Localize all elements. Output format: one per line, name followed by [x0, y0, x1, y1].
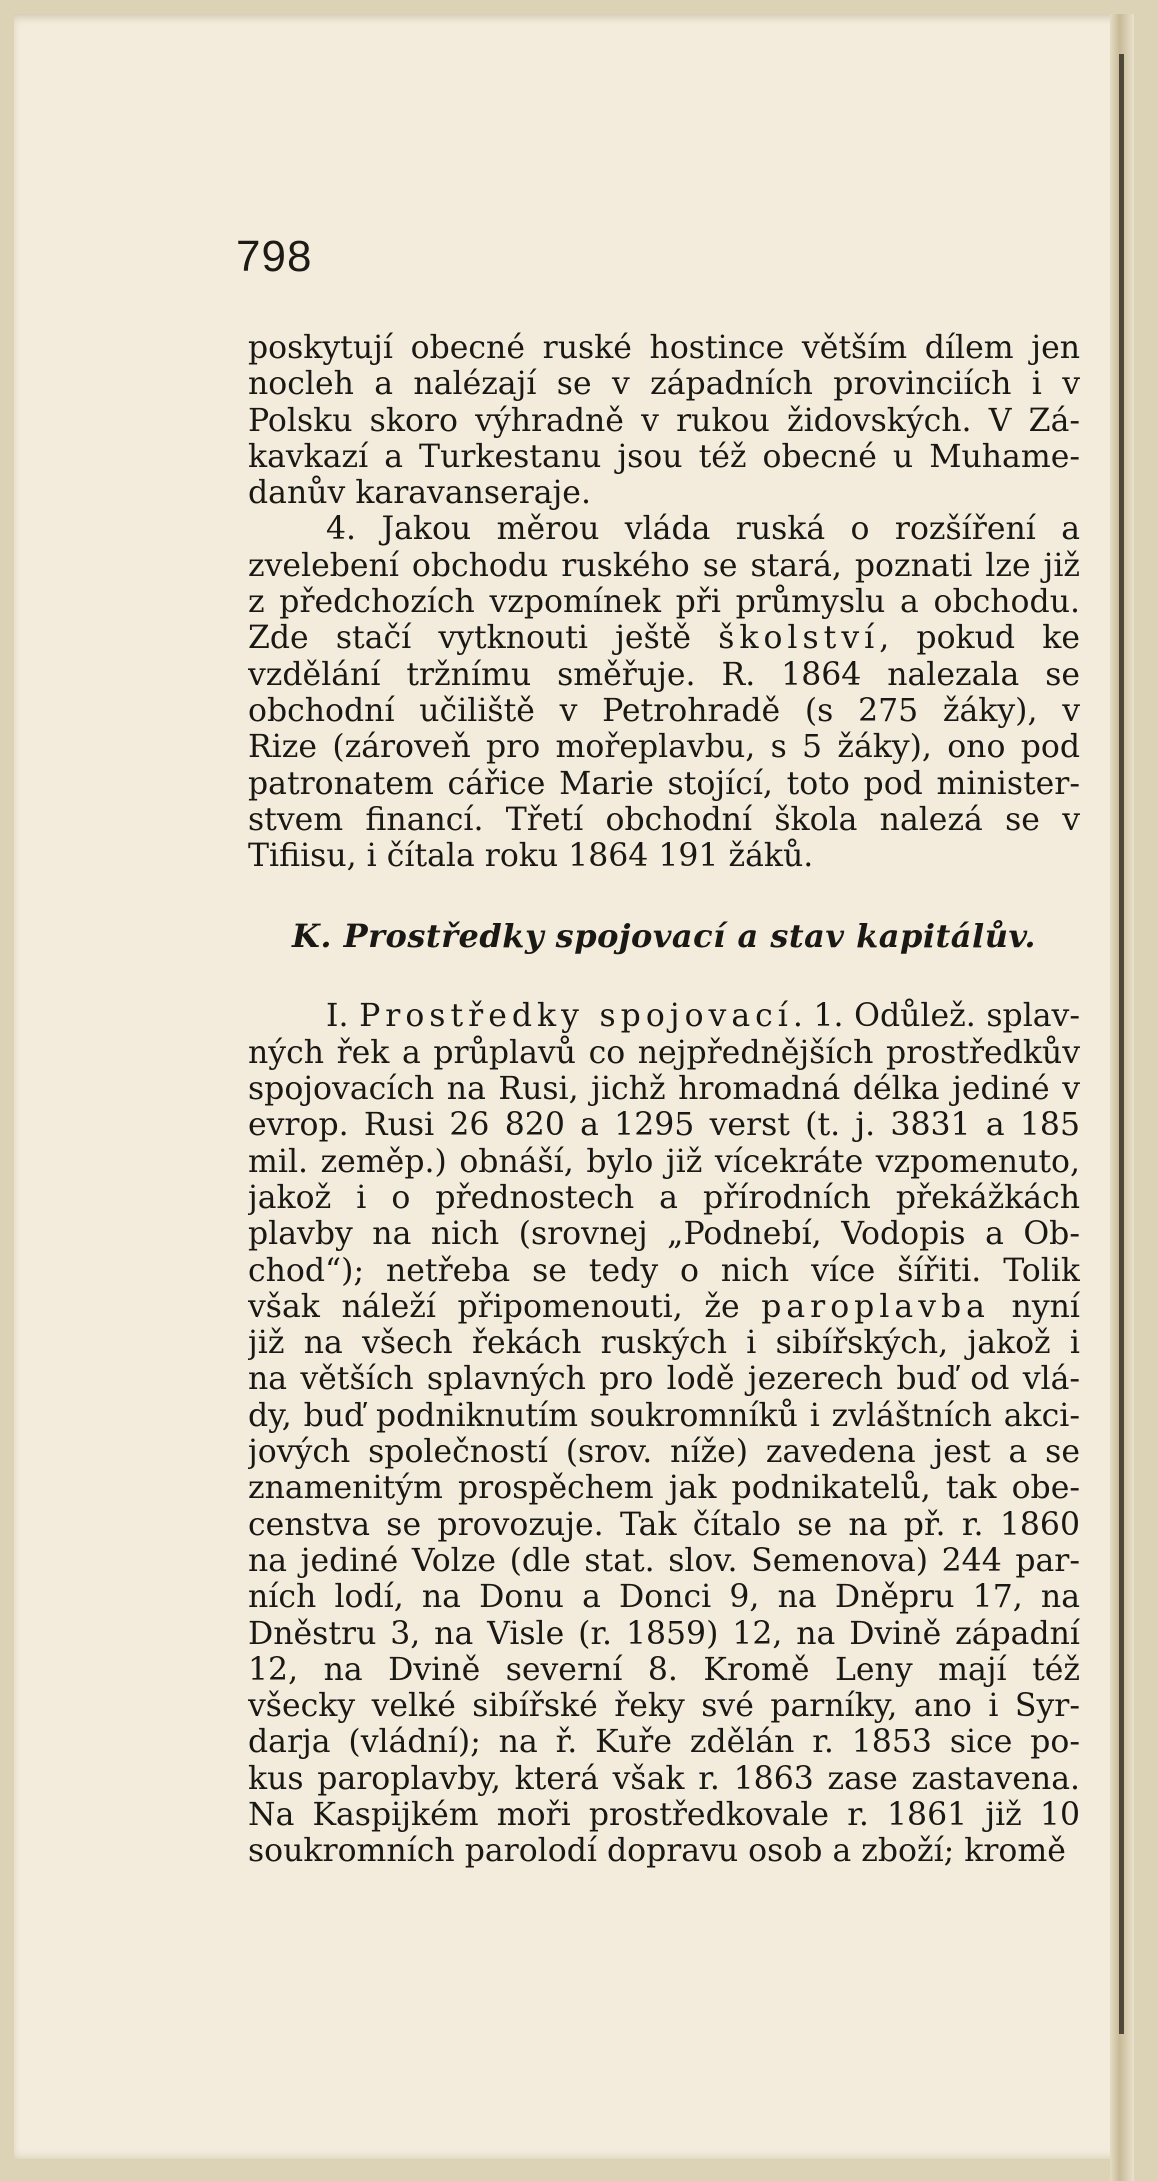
text-line: Rize (zároveň pro mořeplavbu, s 5 žáky), ono pod — [248, 729, 1080, 766]
text-segment: Zde stačí vytknouti ještě — [248, 620, 719, 657]
spaced-emphasis: Prostředky spojovací — [359, 998, 793, 1035]
text-line: ních lodí, na Donu a Donci 9, na Dněpru 17, na — [248, 1579, 1080, 1616]
text-line: kus paroplavby, která však r. 1863 zase zastavena. — [248, 1760, 1080, 1797]
text-line: poskytují obecné ruské hostince větším dílem jen — [248, 330, 1080, 366]
spacer — [248, 978, 1080, 998]
text-line — [248, 620, 1080, 656]
text-line: chod“); netřeba se tedy o nich více šířiti. Tolik — [248, 1252, 1080, 1289]
text-segment: však náleží připomenouti, že — [248, 1288, 762, 1325]
text-line: již na všech řekách ruských i sibířských, jakož i — [248, 1325, 1080, 1362]
page-number: 798 — [236, 232, 313, 281]
spaced-emphasis: školství — [718, 620, 880, 657]
text-line: nocleh a nalézají se v západních provinciích i v — [248, 366, 1080, 403]
text-line: zvelebení obchodu ruského se stará, poznati lze již — [248, 547, 1080, 584]
text-segment: I. — [326, 998, 360, 1035]
text-line: darja (vládní); na ř. Kuře zdělán r. 1853 sice po- — [248, 1724, 1080, 1761]
text-line: jových společností (srov. níže) zavedena jest a se — [248, 1434, 1080, 1471]
section-heading: K. Prostředky spojovací a stav kapitálův. — [292, 917, 1036, 956]
paragraph-1 — [248, 330, 1080, 511]
text-line: patronatem cářice Marie stojící, toto pod minister- — [248, 765, 1080, 802]
paragraph-2 — [248, 511, 1080, 874]
text-line: spojovacích na Rusi, jichž hromadná délka jediné v — [248, 1071, 1080, 1108]
text-line: 4. Jakou měrou vláda ruská o rozšíření a — [326, 511, 1080, 548]
body-text — [248, 330, 1080, 1870]
text-line — [248, 998, 1080, 1034]
text-segment: nyní — [989, 1288, 1080, 1325]
text-line: všecky velké sibířské řeky své parníky, ano i Syr- — [248, 1688, 1080, 1725]
text-line: z předchozích vzpomínek při průmyslu a obchodu. — [248, 584, 1080, 621]
text-line: na větších splavných pro lodě jezerech buď od vlá- — [248, 1361, 1080, 1398]
paragraph-3 — [248, 998, 1080, 1869]
text-line: stvem financí. Třetí obchodní škola nalezá se v — [248, 801, 1080, 838]
text-line: plavby na nich (srovnej „Podnebí, Vodopis a Ob- — [248, 1216, 1080, 1253]
text-line: ných řek a průplavů co nejpřednějších prostředkův — [248, 1034, 1080, 1071]
text-line: censtva se provozuje. Tak čítalo se na př. r. 1860 — [248, 1506, 1080, 1543]
text-line: jakož i o přednostech a přírodních překážkách — [248, 1179, 1080, 1216]
text-line: obchodní učiliště v Petrohradě (s 275 žáky), v — [248, 692, 1080, 729]
spaced-emphasis: paroplavba — [761, 1288, 990, 1325]
text-line: znamenitým prospěchem jak podnikatelů, tak obe- — [248, 1470, 1080, 1507]
text-line: danův karavanseraje. — [248, 475, 591, 512]
text-line: soukromních parolodí dopravu osob a zboží; kromě — [248, 1833, 1066, 1870]
text-line: kavkazí a Turkestanu jsou též obecné u Muhame- — [248, 438, 1080, 475]
text-line: dy, buď podniknutím soukromníků i zvláštních akci- — [248, 1397, 1080, 1434]
text-line: mil. zeměp.) obnáší, bylo již vícekráte vzpomenuto, — [248, 1143, 1080, 1180]
text-line: Dněstru 3, na Visle (r. 1859) 12, na Dvině západní — [248, 1615, 1080, 1652]
text-line: 12, na Dvině severní 8. Kromě Leny mají též — [248, 1651, 1080, 1688]
text-line — [248, 1289, 1080, 1325]
text-line: Polsku skoro výhradně v rukou židovských. V Zá- — [248, 402, 1080, 439]
text-line: evrop. Rusi 26 820 a 1295 verst (t. j. 3831 a 185 — [248, 1107, 1080, 1144]
text-line: na jediné Volze (dle stat. slov. Semenova) 244 par- — [248, 1542, 1080, 1579]
binding-shadow — [1119, 54, 1124, 2034]
text-line: Na Kaspijkém moři prostředkovale r. 1861 již 10 — [248, 1796, 1080, 1833]
text-line: Tifiisu, i čítala roku 1864 191 žáků. — [248, 838, 814, 875]
text-segment: . 1. Odůlež. splav- — [792, 998, 1080, 1035]
text-segment: , pokud ke — [879, 620, 1080, 657]
spacer — [248, 874, 1080, 894]
text-line: vzdělání tržnímu směřuje. R. 1864 nalezala se — [248, 656, 1080, 693]
